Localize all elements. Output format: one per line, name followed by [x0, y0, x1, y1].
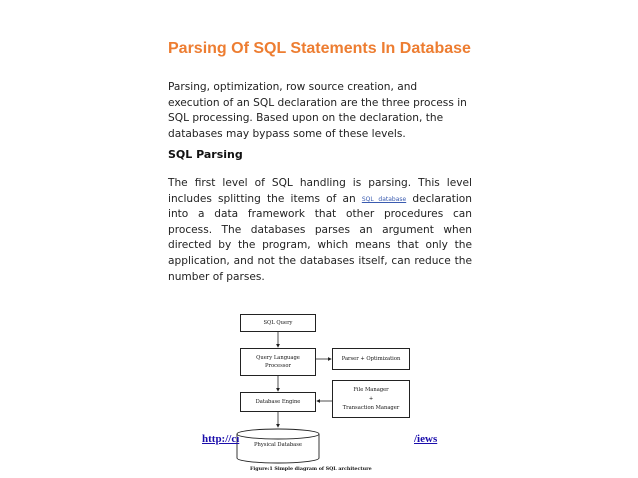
- plus-label: +: [368, 395, 374, 402]
- file-transaction-manager-box: [332, 380, 410, 418]
- database-engine-box: Database Engine: [240, 392, 316, 412]
- sql-database-link[interactable]: SQL database: [361, 195, 407, 203]
- transaction-manager-label: Transaction Manager: [342, 404, 400, 411]
- file-manager-label: File Manager: [353, 386, 389, 393]
- processor-label-line2: Processor: [265, 363, 291, 369]
- sql-parsing-paragraph: [168, 176, 472, 285]
- paragraph-text-before-link: The first level of SQL handling is parsing. This level includes splitting the items of an: [168, 177, 472, 205]
- overlay-url-left[interactable]: http://cı: [202, 433, 240, 445]
- paragraph-text-after-link: declaration into a data framework that other procedures can process. The databases parses an argument when directed by the program, which means that only the application, and not the databases itself, can reduce the number of parses.: [168, 192, 472, 283]
- intro-paragraph: Parsing, optimization, row source creation, and execution of an SQL declaration are the three process in SQL processing. Based upon on the declaration, the databases may bypass some of these levels.: [168, 81, 467, 140]
- sql-query-box: SQL Query: [240, 314, 316, 332]
- parser-optimization-box: Parser + Optimization: [332, 348, 410, 370]
- figure-caption: Figure:1 Simple diagram of SQL architecture: [250, 466, 372, 472]
- page-title: Parsing Of SQL Statements In Database: [168, 40, 471, 57]
- physical-database-label: Physical Database: [254, 442, 302, 448]
- section-heading: SQL Parsing: [168, 148, 243, 161]
- physical-database-cylinder: [236, 428, 320, 464]
- processor-label-line1: Query Language: [256, 355, 300, 361]
- query-language-processor-box: [240, 348, 316, 376]
- overlay-url-right[interactable]: /iews: [414, 433, 438, 445]
